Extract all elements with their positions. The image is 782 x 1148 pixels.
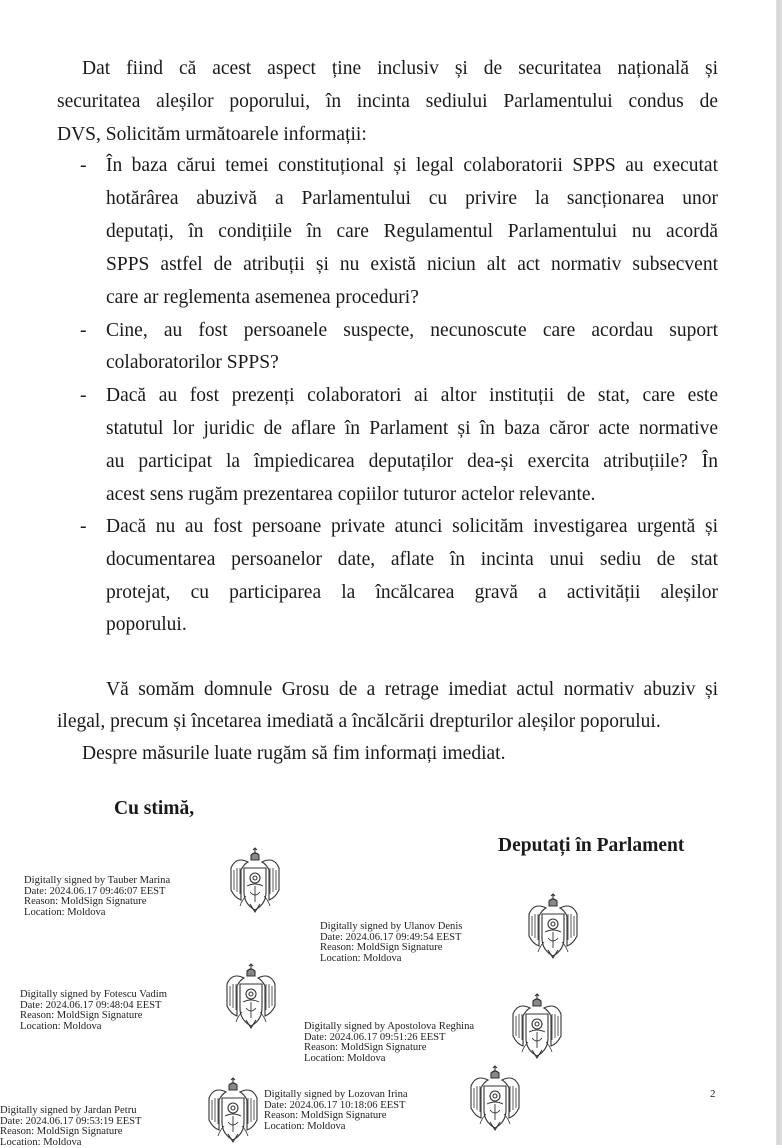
moldova-coat-of-arms-icon	[204, 1076, 262, 1146]
signature-signer: Digitally signed by Lozovan Irina	[264, 1090, 408, 1101]
signature-reason: Reason: MoldSign Signature	[304, 1043, 474, 1054]
signature-reason: Reason: MoldSign Signature	[20, 1011, 167, 1022]
digital-signature-block	[0, 1106, 142, 1148]
signature-location: Location: Moldova	[304, 1054, 474, 1065]
signature-location: Location: Moldova	[20, 1022, 167, 1033]
signature-reason: Reason: MoldSign Signature	[320, 943, 462, 954]
signature-location: Location: Moldova	[24, 908, 170, 919]
signature-date: Date: 2024.06.17 09:49:54 EEST	[320, 933, 462, 944]
signature-signer: Digitally signed by Tauber Marina	[24, 876, 170, 887]
signatory-title: Deputați în Parlament	[498, 830, 684, 862]
question-2-line-1: Cine, au fost persoanele suspecte, necunoscute care acordau suport	[106, 315, 718, 347]
signature-location: Location: Moldova	[320, 954, 462, 965]
intro-line-2: securitatea aleșilor poporului, în incinta sediului Parlamentului condus de	[57, 86, 718, 118]
bullet-dash: -	[80, 511, 87, 543]
signature-location: Location: Moldova	[264, 1122, 408, 1133]
bullet-dash: -	[80, 150, 87, 182]
question-2-line-2: colaboratorilor SPPS?	[106, 347, 279, 379]
closing-request: Despre măsurile luate rugăm să fim informați imediat.	[82, 738, 505, 770]
page-number: 2	[710, 1088, 716, 1100]
intro-line-3: DVS, Solicităm următoarele informații:	[57, 119, 367, 151]
question-3-line-4: acest sens rugăm prezentarea copiilor tuturor actelor relevante.	[106, 479, 595, 511]
digital-signature-block	[320, 922, 462, 964]
moldova-coat-of-arms-icon	[508, 992, 566, 1062]
signature-signer: Digitally signed by Fotescu Vadim	[20, 990, 167, 1001]
intro-line-1: Dat fiind că acest aspect ține inclusiv și de securitatea națională și	[82, 53, 718, 85]
signature-signer: Digitally signed by Jardan Petru	[0, 1106, 142, 1117]
question-4-line-3: protejat, cu participarea la încălcarea gravă a activității aleșilor	[106, 577, 718, 609]
signature-date: Date: 2024.06.17 09:48:04 EEST	[20, 1001, 167, 1012]
digital-signature-block	[20, 990, 167, 1032]
signature-date: Date: 2024.06.17 10:18:06 EEST	[264, 1101, 408, 1112]
signature-reason: Reason: MoldSign Signature	[24, 897, 170, 908]
moldova-coat-of-arms-icon	[466, 1064, 524, 1134]
signature-reason: Reason: MoldSign Signature	[0, 1127, 142, 1138]
demand-line-2: ilegal, precum și încetarea imediată a încălcării drepturilor aleșilor poporului.	[57, 706, 661, 738]
question-1-line-3: deputați, în condițiile în care Regulamentul Parlamentului nu acordă	[106, 216, 718, 248]
question-1-line-1: În baza cărui temei constituțional și legal colaboratorii SPPS au executat	[106, 150, 718, 182]
moldova-coat-of-arms-icon	[226, 846, 284, 916]
question-3-line-1: Dacă au fost prezenți colaboratori ai altor instituții de stat, care este	[106, 380, 718, 412]
signature-signer: Digitally signed by Ulanov Denis	[320, 922, 462, 933]
digital-signature-block	[24, 876, 170, 918]
moldova-coat-of-arms-icon	[524, 892, 582, 962]
question-3-line-3: au participat la împiedicarea deputaților dea-și exercita atribuțiile? În	[106, 446, 718, 478]
question-4-line-2: documentarea persoanelor date, aflate în incinta unui sediu de stat	[106, 544, 718, 576]
viewer-scrollbar-edge[interactable]	[776, 0, 782, 1145]
salutation: Cu stimă,	[114, 793, 194, 825]
question-1-line-2: hotărârea abuzivă a Parlamentului cu privire la sancționarea unor	[106, 183, 718, 215]
question-1-line-4: SPPS astfel de atribuții și nu există niciun alt act normativ subsecvent	[106, 249, 718, 281]
signature-signer: Digitally signed by Apostolova Reghina	[304, 1022, 474, 1033]
digital-signature-block	[304, 1022, 474, 1064]
signature-reason: Reason: MoldSign Signature	[264, 1111, 408, 1122]
demand-line-1: Vă somăm domnule Grosu de a retrage imediat actul normativ abuziv și	[106, 674, 718, 706]
question-3-line-2: statutul lor juridic de aflare în Parlament și în baza căror acte normative	[106, 413, 718, 445]
signature-date: Date: 2024.06.17 09:51:26 EEST	[304, 1033, 474, 1044]
moldova-coat-of-arms-icon	[222, 962, 280, 1032]
signature-date: Date: 2024.06.17 09:53:19 EEST	[0, 1117, 142, 1128]
question-4-line-4: poporului.	[106, 609, 187, 641]
bullet-dash: -	[80, 315, 87, 347]
question-1-line-5: care ar reglementa asemenea proceduri?	[106, 282, 419, 314]
question-4-line-1: Dacă nu au fost persoane private atunci solicităm investigarea urgentă și	[106, 511, 718, 543]
signature-date: Date: 2024.06.17 09:46:07 EEST	[24, 887, 170, 898]
signature-location: Location: Moldova	[0, 1138, 142, 1148]
bullet-dash: -	[80, 380, 87, 412]
digital-signature-block	[264, 1090, 408, 1132]
